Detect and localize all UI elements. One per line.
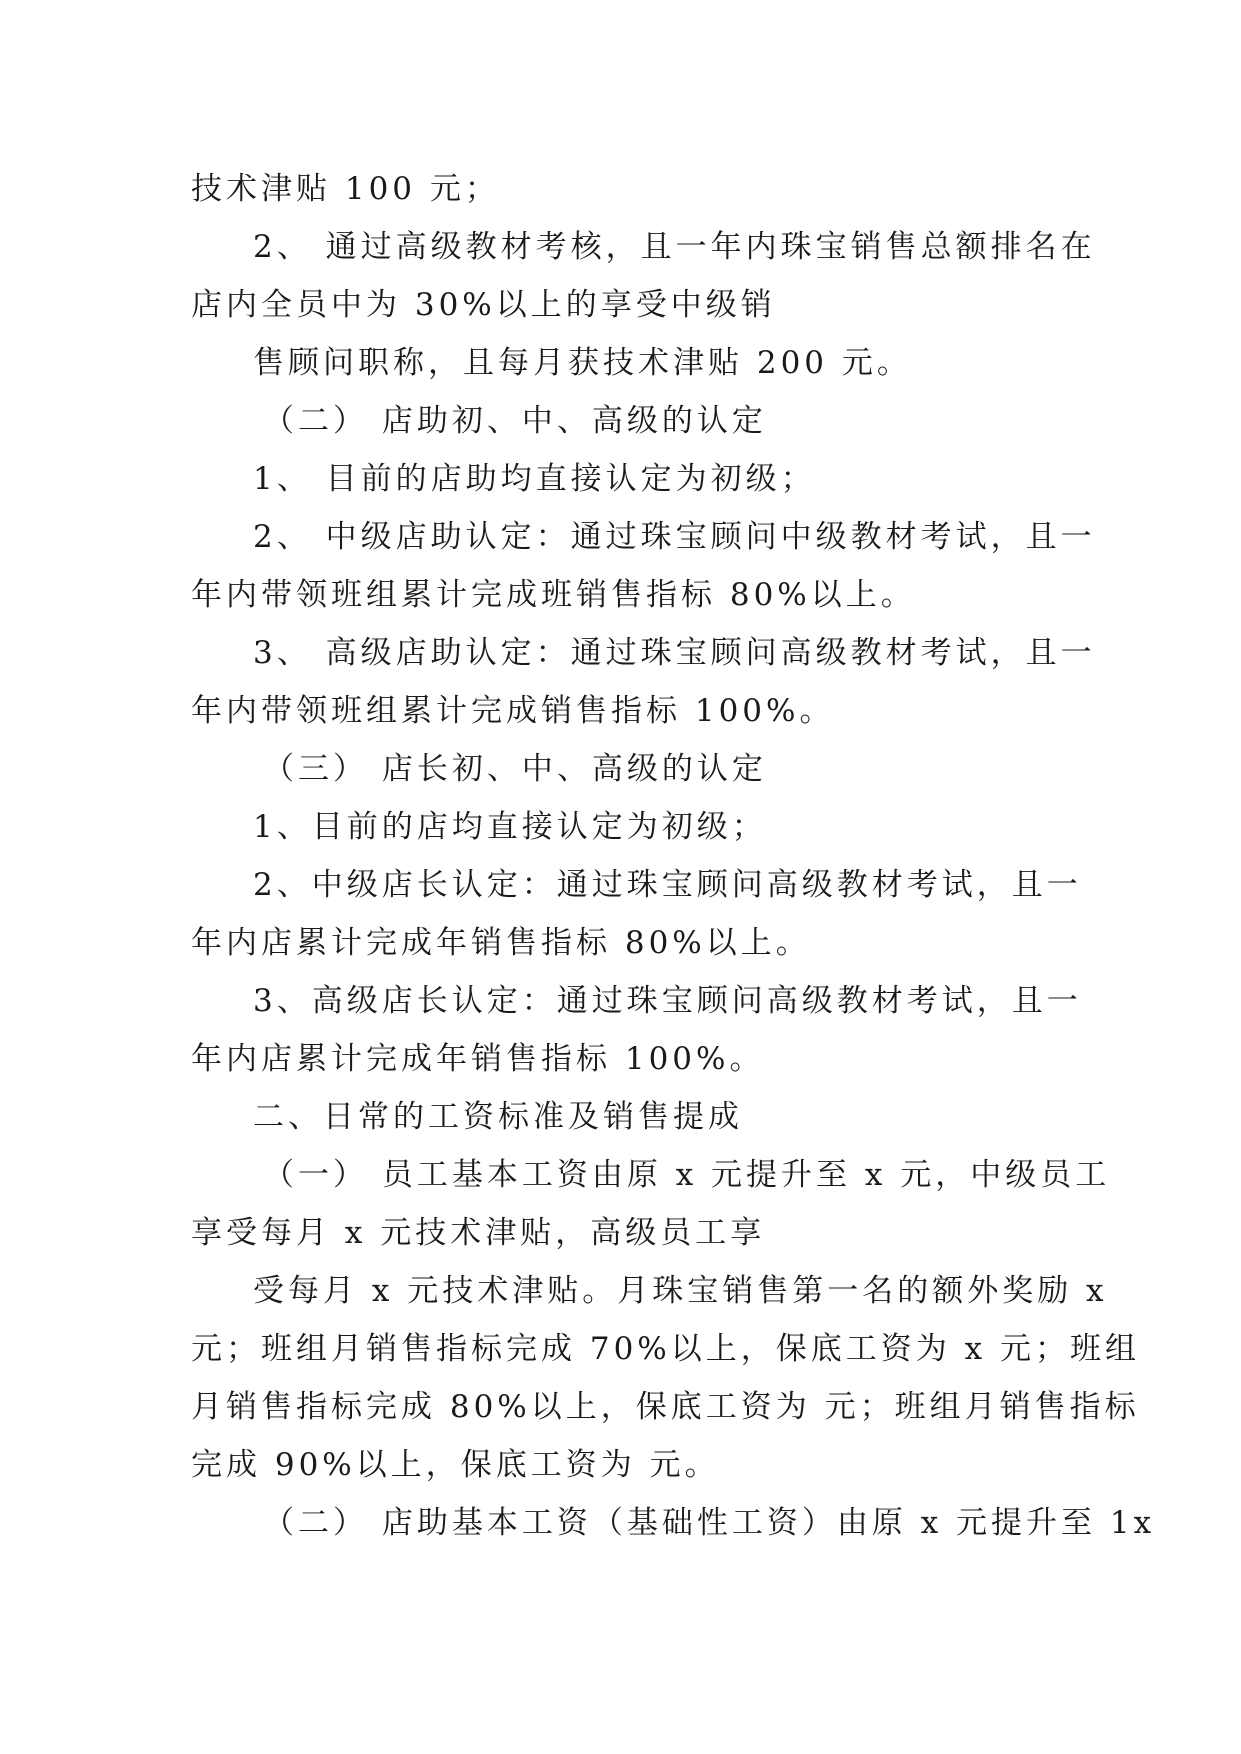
section-heading: 二、日常的工资标准及销售提成 [253, 1099, 743, 1135]
text-line: 技术津贴 100 元； [191, 171, 500, 207]
text-line: 年内带领班组累计完成销售指标 100%。 [191, 693, 835, 729]
text-line: 2、中级店长认定：通过珠宝顾问高级教材考试，且一 [253, 867, 1082, 903]
text-line: 售顾问职称，且每月获技术津贴 200 元。 [253, 345, 912, 381]
text-line: 享受每月 x 元技术津贴，高级员工享 [191, 1215, 766, 1251]
text-line: （一） 员工基本工资由原 x 元提升至 x 元，中级员工 [263, 1157, 1111, 1193]
text-line: 年内店累计完成年销售指标 100%。 [191, 1041, 765, 1077]
document-body [191, 160, 1156, 1552]
text-line: 1、 目前的店助均直接认定为初级； [253, 461, 816, 497]
text-line: 3、高级店长认定：通过珠宝顾问高级教材考试，且一 [253, 983, 1082, 1019]
text-line: 2、 中级店助认定：通过珠宝顾问中级教材考试，且一 [253, 519, 1096, 555]
text-line: 年内带领班组累计完成班销售指标 80%以上。 [191, 577, 916, 613]
text-line: 1、目前的店均直接认定为初级； [253, 809, 767, 845]
text-line: 完成 90%以上，保底工资为 元。 [191, 1447, 720, 1483]
text-line: 年内店累计完成年销售指标 80%以上。 [191, 925, 811, 961]
text-line: 月销售指标完成 80%以上，保底工资为 元；班组月销售指标 [191, 1389, 1140, 1425]
text-line: 元；班组月销售指标完成 70%以上，保底工资为 x 元；班组 [191, 1331, 1140, 1367]
text-line: 店内全员中为 30%以上的享受中级销 [191, 287, 776, 323]
text-line: 3、 高级店助认定：通过珠宝顾问高级教材考试，且一 [253, 635, 1096, 671]
section-heading: （三） 店长初、中、高级的认定 [263, 751, 767, 787]
text-line: （二） 店助基本工资（基础性工资）由原 x 元提升至 1x [263, 1505, 1156, 1541]
section-heading: （二） 店助初、中、高级的认定 [263, 403, 767, 439]
text-line: 受每月 x 元技术津贴。月珠宝销售第一名的额外奖励 x [253, 1273, 1108, 1309]
text-line: 2、 通过高级教材考核，且一年内珠宝销售总额排名在 [253, 229, 1096, 265]
